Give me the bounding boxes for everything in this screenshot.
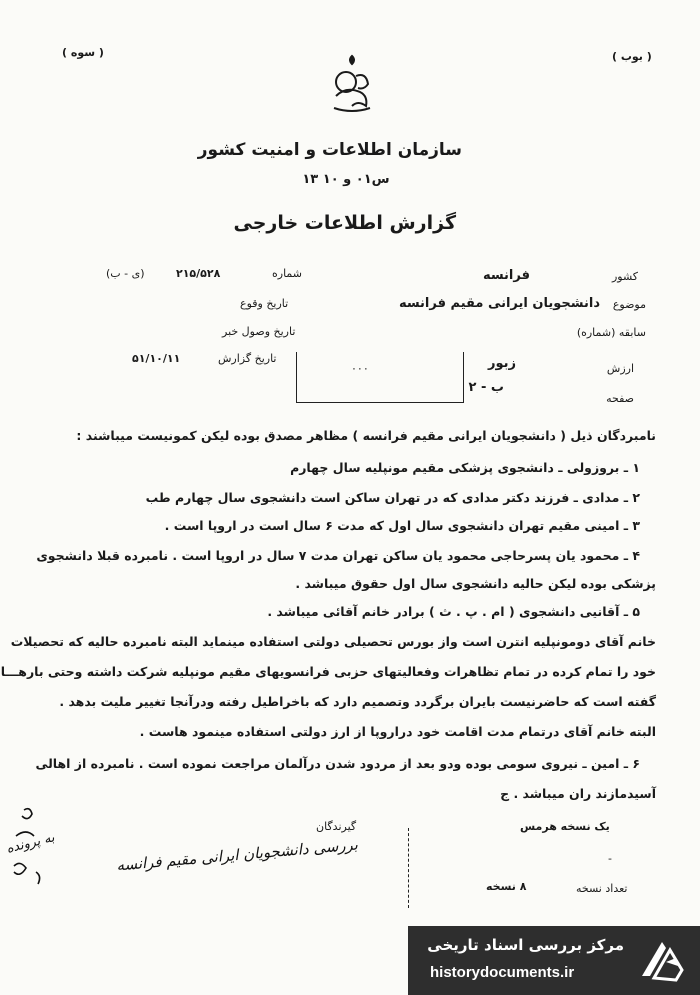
grade-label: ارزش bbox=[606, 362, 634, 375]
copy-label: یک نسخه هرمس bbox=[520, 820, 610, 833]
country-value: فرانسه bbox=[482, 268, 530, 283]
reference-number: س۰۱ و ۱۰ ۱۳ bbox=[302, 172, 390, 187]
number-suffix: (ی - ب) bbox=[106, 267, 145, 280]
distribution-mark: - bbox=[608, 852, 612, 865]
body-line: آسیدمازند ران میباشد . ج bbox=[500, 786, 656, 801]
footer-center-name: مرکز بررسی اسناد تاریخی bbox=[427, 936, 624, 954]
body-line: خود را تمام کرده در تمام تظاهرات وفعالیتهای حزبی فرانسویهای مقیم مونپلیه شرکت داشته وحتی بارهـــا bbox=[0, 664, 656, 679]
page-label: صفحه bbox=[606, 392, 634, 405]
body-line: پزشکی بوده لیکن حالیه دانشجوی سال اول حقوق میباشد . bbox=[295, 576, 656, 591]
date-report-value: ۵۱/۱۰/۱۱ bbox=[132, 352, 181, 365]
date-report-label: تاریخ گزارش bbox=[218, 352, 277, 365]
body-line: نامبردگان ذیل ( دانشجویان ایرانی مقیم فرانسه ) مظاهر مصدق بوده لیکن کمونیست میباشند : bbox=[76, 428, 656, 443]
body-line: خانم آقای دومونپلیه انترن است واز بورس تحصیلی دولتی استفاده مینماید البته نامبرده حالیه که تحصیلات bbox=[10, 634, 656, 649]
organization-name: سازمان اطلاعات و امنیت کشور bbox=[197, 140, 462, 160]
lion-sun-emblem-icon bbox=[326, 52, 378, 116]
body-line: ۴ ـ محمود یان پسرحاجی محمود یان ساکن تهران مدت ۷ سال در اروپا است . نامبرده قبلا دانشجوی bbox=[36, 548, 640, 563]
body-line: ۳ ـ امینی مقیم تهران دانشجوی سال اول که مدت ۶ سال است در اروپا است . bbox=[164, 518, 640, 533]
body-line: ۶ ـ امین ـ نیروی سومی بوده ودو بعد از مردود شدن درآلمان مراجعت نموده است . نامبرده از اهالی bbox=[35, 756, 640, 771]
handwritten-scribble-icon bbox=[6, 800, 56, 900]
grade-value-secondary: ب - ۲ bbox=[468, 380, 504, 395]
subject-value: دانشجویان ایرانی مقیم فرانسه bbox=[398, 296, 600, 311]
body-line: ۲ ـ مدادی ـ فرزند دکتر مدادی که در تهران ساکن است دانشجوی سال چهارم طب bbox=[145, 490, 640, 505]
handwritten-margin-note: به پرونده bbox=[4, 830, 57, 857]
body-line: ۱ ـ بروزولی ـ دانشجوی پزشکی مقیم مونپلیه سال چهارم bbox=[290, 460, 640, 475]
copy-count-label: تعداد نسخه bbox=[576, 882, 628, 895]
date-event-label: تاریخ وقوع bbox=[240, 297, 289, 310]
handwritten-note: بررسی دانشجویان ایرانی مقیم فرانسه bbox=[115, 835, 359, 875]
grade-value: زبور bbox=[488, 356, 516, 371]
date-received-label: تاریخ وصول خبر bbox=[222, 325, 296, 338]
recipients-label: گیرندگان bbox=[316, 820, 357, 833]
body-line: گفته است که حاضرنیست بایران برگردد وتصمیم دارد که باخراطیل رفته ودرآنجا تغییر ملیت بدهد . bbox=[59, 694, 656, 709]
country-label: کشور bbox=[611, 270, 638, 283]
header-top-right: ( بوب ) bbox=[612, 50, 652, 63]
body-line: البته خانم آقای درتمام مدت اقامت خود دراروپا از ارز دولتی استفاده مینمود هاست . bbox=[139, 724, 656, 739]
classification-box bbox=[296, 352, 464, 403]
document-logo-icon bbox=[636, 936, 688, 986]
copy-count-value: ۸ نسخه bbox=[486, 880, 527, 893]
distribution-divider bbox=[408, 828, 409, 908]
header-top-left: ( سوه ) bbox=[62, 46, 104, 59]
body-line: ۵ ـ آقانیی دانشجوی ( ام . پ . ث ) برادر خانم آقائی میباشد . bbox=[267, 604, 640, 619]
footer-banner bbox=[408, 926, 700, 995]
source-label: سابقه (شماره) bbox=[576, 326, 646, 339]
number-label: شماره bbox=[272, 267, 303, 280]
number-value: ۲۱۵/۵۲۸ bbox=[176, 267, 221, 280]
report-title: گزارش اطلاعات خارجی bbox=[233, 212, 456, 234]
classification-box-value: ۰۰۰ bbox=[351, 362, 369, 375]
subject-label: موضوع bbox=[612, 298, 646, 311]
footer-url: historydocuments.ir bbox=[430, 964, 575, 981]
